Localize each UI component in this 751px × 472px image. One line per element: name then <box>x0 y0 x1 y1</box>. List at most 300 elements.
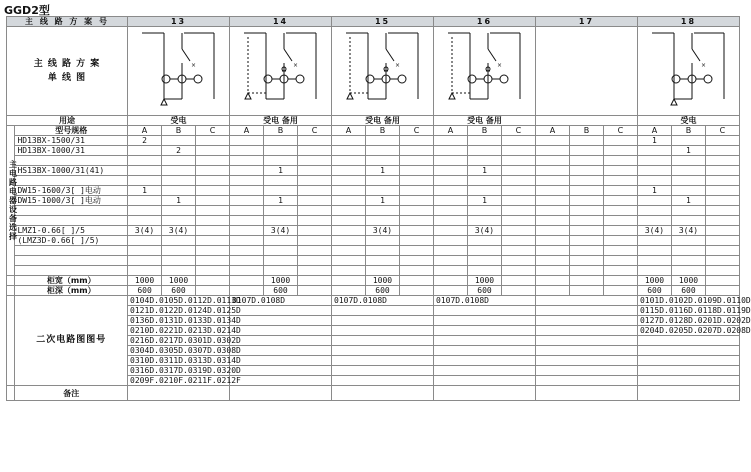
equipment-qty <box>603 206 637 216</box>
secondary-drawing-no: 0209F.0210F.0211F.0212F <box>128 376 230 386</box>
equipment-qty: 1 <box>671 146 705 156</box>
usage-value: 受电 备用 <box>230 116 332 126</box>
equipment-qty: 3(4) <box>671 226 705 236</box>
equipment-qty <box>603 136 637 146</box>
remarks-cell <box>230 386 332 401</box>
phase-header: B <box>264 126 298 136</box>
secondary-drawing-no <box>637 356 739 366</box>
equipment-qty <box>196 186 230 196</box>
scheme-table <box>6 16 751 401</box>
equipment-qty <box>128 246 162 256</box>
scheme-number: 14 <box>230 17 332 27</box>
equipment-qty: 1 <box>366 166 400 176</box>
equipment-qty <box>298 206 332 216</box>
secondary-drawing-no <box>434 326 536 336</box>
equipment-qty <box>264 206 298 216</box>
secondary-drawing-no: 0316D.0317D.0319D.0320D <box>128 366 230 376</box>
equipment-qty <box>332 206 366 216</box>
equipment-qty <box>162 176 196 186</box>
phase-header: B <box>162 126 196 136</box>
document-title: GGD2型 <box>4 4 50 17</box>
equipment-row <box>7 136 740 146</box>
equipment-qty <box>535 246 569 256</box>
diagram-row <box>7 27 740 116</box>
equipment-qty <box>434 166 468 176</box>
equipment-qty <box>467 256 501 266</box>
equipment-qty <box>705 206 739 216</box>
secondary-drawing-no: 0216D.0217D.0301D.0302D <box>128 336 230 346</box>
secondary-drawing-no <box>332 346 434 356</box>
equipment-qty <box>399 176 433 186</box>
equipment-qty <box>434 236 468 246</box>
equipment-qty <box>705 176 739 186</box>
secondary-drawing-no <box>230 376 332 386</box>
cabinet-depth-value: 600 <box>366 286 400 296</box>
equipment-label-char: 电 <box>9 169 17 178</box>
cabinet-width-value <box>230 276 264 286</box>
equipment-qty <box>128 176 162 186</box>
phase-header: B <box>569 126 603 136</box>
svg-text:×: × <box>497 62 503 69</box>
equipment-qty <box>671 216 705 226</box>
secondary-drawing-no: 0104D.0105D.0112D.0113D <box>128 296 230 306</box>
equipment-qty <box>230 146 264 156</box>
secondary-drawing-no <box>332 316 434 326</box>
equipment-qty <box>128 156 162 166</box>
equipment-qty <box>501 136 535 146</box>
secondary-drawing-no <box>332 326 434 336</box>
equipment-qty <box>671 246 705 256</box>
cabinet-depth-value <box>705 286 739 296</box>
equipment-qty <box>162 156 196 166</box>
equipment-qty <box>501 206 535 216</box>
empty-diagram <box>536 27 632 115</box>
equipment-qty <box>501 236 535 246</box>
secondary-drawing-no: 0310D.0311D.0313D.0314D <box>128 356 230 366</box>
equipment-qty <box>501 246 535 256</box>
equipment-qty <box>162 136 196 146</box>
equipment-qty <box>230 176 264 186</box>
equipment-qty <box>637 236 671 246</box>
equipment-qty <box>332 196 366 206</box>
equipment-qty <box>230 136 264 146</box>
equipment-qty <box>705 186 739 196</box>
equipment-qty <box>637 266 671 276</box>
phase-header: B <box>366 126 400 136</box>
diagram-label-line1: 主 线 路 方 案 <box>33 59 101 69</box>
equipment-qty <box>332 136 366 146</box>
equipment-qty <box>434 146 468 156</box>
secondary-drawing-no: 0127D.0128D.0201D.0202D <box>637 316 739 326</box>
equipment-qty <box>196 256 230 266</box>
phase-header: A <box>332 126 366 136</box>
equipment-qty <box>603 226 637 236</box>
secondary-drawing-no <box>230 326 332 336</box>
equipment-qty <box>535 256 569 266</box>
equipment-model: DW15-1000/3[ ]电动 <box>15 196 128 206</box>
equipment-qty <box>671 186 705 196</box>
equipment-model <box>15 206 128 216</box>
equipment-qty <box>603 246 637 256</box>
equipment-qty <box>298 166 332 176</box>
equipment-qty <box>264 156 298 166</box>
equipment-qty <box>467 186 501 196</box>
secondary-label: 二次电路图图号 <box>15 296 128 386</box>
equipment-qty <box>298 186 332 196</box>
equipment-model: LMZ1-0.66[ ]/5 <box>15 226 128 236</box>
phase-row <box>7 126 740 136</box>
equipment-qty <box>705 236 739 246</box>
equipment-model <box>15 266 128 276</box>
equipment-qty <box>196 156 230 166</box>
equipment-qty <box>569 176 603 186</box>
secondary-drawing-no <box>230 336 332 346</box>
usage-row <box>7 116 740 126</box>
equipment-qty <box>366 186 400 196</box>
equipment-qty <box>637 166 671 176</box>
cabinet-depth-value: 600 <box>467 286 501 296</box>
secondary-drawing-no <box>434 356 536 366</box>
secondary-drawing-no: 0107D.0108D <box>434 296 536 306</box>
equipment-qty <box>298 156 332 166</box>
equipment-qty <box>366 206 400 216</box>
secondary-drawing-no <box>637 336 739 346</box>
equipment-qty: 3(4) <box>467 226 501 236</box>
equipment-qty <box>162 266 196 276</box>
svg-text:×: × <box>191 62 197 69</box>
equipment-qty <box>366 246 400 256</box>
equipment-qty <box>569 156 603 166</box>
cabinet-depth-value <box>399 286 433 296</box>
equipment-qty <box>264 266 298 276</box>
equipment-qty: 3(4) <box>162 226 196 236</box>
equipment-qty <box>671 236 705 246</box>
equipment-qty <box>501 186 535 196</box>
secondary-drawing-no <box>535 366 637 376</box>
equipment-qty <box>264 216 298 226</box>
equipment-qty <box>332 186 366 196</box>
scheme-diagram-18 <box>637 27 739 116</box>
equipment-qty <box>128 266 162 276</box>
equipment-row <box>7 186 740 196</box>
equipment-qty <box>298 226 332 236</box>
equipment-model <box>15 156 128 166</box>
equipment-qty <box>705 246 739 256</box>
cabinet-depth-value <box>298 286 332 296</box>
cabinet-width-value <box>434 276 468 286</box>
equipment-qty <box>162 166 196 176</box>
equipment-qty <box>434 196 468 206</box>
secondary-drawing-no <box>332 356 434 366</box>
secondary-drawing-no <box>535 316 637 326</box>
cabinet-width-value <box>501 276 535 286</box>
equipment-qty <box>399 146 433 156</box>
cabinet-depth-value <box>535 286 569 296</box>
equipment-qty <box>399 256 433 266</box>
equipment-qty <box>637 246 671 256</box>
equipment-qty <box>637 216 671 226</box>
equipment-qty <box>434 266 468 276</box>
equipment-qty <box>637 156 671 166</box>
equipment-qty <box>705 166 739 176</box>
equipment-qty <box>467 156 501 166</box>
phase-header: C <box>196 126 230 136</box>
header-row <box>7 17 740 27</box>
equipment-qty <box>366 146 400 156</box>
equipment-label-char: 电 <box>9 187 17 196</box>
remarks-cell <box>535 386 637 401</box>
equipment-qty: 1 <box>162 196 196 206</box>
equipment-qty <box>366 236 400 246</box>
remarks-cell <box>637 386 739 401</box>
scheme-diagram-17 <box>535 27 637 116</box>
phase-header: B <box>467 126 501 136</box>
equipment-qty <box>603 196 637 206</box>
equipment-qty <box>366 216 400 226</box>
equipment-qty <box>603 216 637 226</box>
equipment-qty <box>264 256 298 266</box>
equipment-qty: 3(4) <box>264 226 298 236</box>
cabinet-depth-value: 600 <box>671 286 705 296</box>
equipment-model: DW15-1600/3[ ]电动 <box>15 186 128 196</box>
secondary-drawing-no <box>535 296 637 306</box>
remarks-cell <box>332 386 434 401</box>
equipment-qty <box>332 266 366 276</box>
equipment-qty <box>671 156 705 166</box>
secondary-row <box>7 296 740 306</box>
equipment-model: (LMZ3D-0.66[ ]/5) <box>15 236 128 246</box>
equipment-qty <box>399 196 433 206</box>
equipment-qty: 2 <box>128 136 162 146</box>
equipment-qty <box>230 236 264 246</box>
equipment-qty <box>705 146 739 156</box>
secondary-drawing-no: 0136D.0131D.0133D.0134D <box>128 316 230 326</box>
equipment-qty <box>569 196 603 206</box>
equipment-qty <box>230 256 264 266</box>
equipment-qty <box>162 186 196 196</box>
equipment-qty <box>569 266 603 276</box>
equipment-qty <box>162 246 196 256</box>
equipment-qty <box>264 236 298 246</box>
secondary-drawing-no: 0121D.0122D.0124D.0125D <box>128 306 230 316</box>
secondary-drawing-no <box>332 336 434 346</box>
phase-header: C <box>603 126 637 136</box>
equipment-qty <box>196 266 230 276</box>
equipment-qty <box>569 216 603 226</box>
equipment-qty <box>569 166 603 176</box>
equipment-qty <box>196 176 230 186</box>
cabinet-depth-value <box>569 286 603 296</box>
equipment-row <box>7 216 740 226</box>
secondary-drawing-no <box>535 356 637 366</box>
cabinet-width-label: 柜宽（mm） <box>15 276 128 286</box>
secondary-drawing-no: 0210D.0221D.0213D.0214D <box>128 326 230 336</box>
usage-value <box>535 116 637 126</box>
equipment-qty <box>467 216 501 226</box>
cabinet-width-value <box>705 276 739 286</box>
equipment-qty <box>705 266 739 276</box>
phase-header: B <box>671 126 705 136</box>
equipment-qty <box>569 256 603 266</box>
usage-value: 受电 备用 <box>434 116 536 126</box>
phase-header: A <box>230 126 264 136</box>
equipment-qty <box>298 196 332 206</box>
secondary-drawing-no: 0107D.0108D <box>230 296 332 306</box>
phase-header: A <box>434 126 468 136</box>
cabinet-depth-value <box>434 286 468 296</box>
equipment-qty <box>162 216 196 226</box>
equipment-qty <box>671 266 705 276</box>
secondary-drawing-no <box>230 346 332 356</box>
equipment-qty <box>467 236 501 246</box>
equipment-selection-label <box>7 126 15 276</box>
secondary-drawing-no <box>535 306 637 316</box>
equipment-qty <box>501 266 535 276</box>
equipment-qty <box>603 186 637 196</box>
equipment-row <box>7 256 740 266</box>
equipment-qty <box>501 226 535 236</box>
secondary-drawing-no <box>332 366 434 376</box>
equipment-qty: 1 <box>264 196 298 206</box>
equipment-qty <box>298 246 332 256</box>
scheme-number: 13 <box>128 17 230 27</box>
equipment-qty <box>128 256 162 266</box>
cabinet-depth-value: 600 <box>637 286 671 296</box>
cabinet-width-value <box>332 276 366 286</box>
equipment-qty <box>298 256 332 266</box>
equipment-qty <box>399 236 433 246</box>
phase-header: C <box>399 126 433 136</box>
equipment-qty <box>501 156 535 166</box>
single-line-diagram <box>230 27 326 115</box>
secondary-drawing-no <box>535 336 637 346</box>
equipment-qty: 2 <box>162 146 196 156</box>
equipment-qty <box>671 166 705 176</box>
equipment-qty <box>399 186 433 196</box>
usage-value: 受电 <box>128 116 230 126</box>
equipment-qty <box>298 146 332 156</box>
equipment-qty <box>332 226 366 236</box>
cabinet-width-value <box>603 276 637 286</box>
equipment-qty <box>230 156 264 166</box>
secondary-drawing-no <box>332 376 434 386</box>
equipment-qty <box>501 176 535 186</box>
equipment-qty <box>399 136 433 146</box>
cabinet-depth-value <box>230 286 264 296</box>
equipment-row <box>7 206 740 216</box>
cabinet-width-value <box>298 276 332 286</box>
equipment-qty <box>467 176 501 186</box>
secondary-drawing-no <box>434 366 536 376</box>
secondary-drawing-no <box>434 306 536 316</box>
equipment-qty <box>637 206 671 216</box>
equipment-qty <box>603 166 637 176</box>
equipment-qty: 3(4) <box>366 226 400 236</box>
equipment-qty <box>230 226 264 236</box>
cabinet-width-value <box>569 276 603 286</box>
equipment-qty <box>467 146 501 156</box>
equipment-qty <box>196 216 230 226</box>
scheme-number-label: 主 线 路 方 案 号 <box>7 17 128 27</box>
equipment-row <box>7 236 740 246</box>
cabinet-depth-value: 600 <box>128 286 162 296</box>
secondary-drawing-no: 0107D.0108D <box>332 296 434 306</box>
remarks-cell <box>434 386 536 401</box>
equipment-qty <box>569 146 603 156</box>
equipment-qty <box>332 216 366 226</box>
svg-text:×: × <box>395 62 401 69</box>
equipment-qty <box>162 236 196 246</box>
equipment-model: HS13BX-1000/31(41) <box>15 166 128 176</box>
equipment-qty <box>501 216 535 226</box>
equipment-label-char: 器 <box>9 196 17 205</box>
equipment-qty <box>399 156 433 166</box>
equipment-row <box>7 226 740 236</box>
scheme-number: 16 <box>434 17 536 27</box>
equipment-qty <box>705 156 739 166</box>
cabinet-width-value: 1000 <box>162 276 196 286</box>
equipment-qty <box>467 206 501 216</box>
equipment-qty: 1 <box>467 166 501 176</box>
equipment-qty <box>230 196 264 206</box>
cabinet-width-value <box>196 276 230 286</box>
equipment-qty: 1 <box>264 166 298 176</box>
equipment-row <box>7 146 740 156</box>
phase-header: A <box>535 126 569 136</box>
secondary-drawing-no <box>434 346 536 356</box>
equipment-qty <box>501 146 535 156</box>
equipment-qty <box>298 176 332 186</box>
secondary-drawing-no <box>230 356 332 366</box>
equipment-qty <box>501 196 535 206</box>
equipment-qty: 1 <box>366 196 400 206</box>
equipment-row <box>7 156 740 166</box>
equipment-qty <box>434 206 468 216</box>
equipment-qty <box>128 196 162 206</box>
equipment-qty <box>569 226 603 236</box>
equipment-qty <box>162 206 196 216</box>
cabinet-depth-value <box>501 286 535 296</box>
equipment-qty <box>569 136 603 146</box>
equipment-qty <box>705 136 739 146</box>
scheme-number: 15 <box>332 17 434 27</box>
equipment-qty <box>637 146 671 156</box>
cabinet-depth-label: 柜深（mm） <box>15 286 128 296</box>
phase-header: C <box>298 126 332 136</box>
equipment-qty <box>298 136 332 146</box>
equipment-qty: 1 <box>671 196 705 206</box>
equipment-qty <box>366 136 400 146</box>
cabinet-depth-value <box>196 286 230 296</box>
equipment-qty <box>264 136 298 146</box>
secondary-drawing-no: 0204D.0205D.0207D.0208D <box>637 326 739 336</box>
equipment-qty <box>196 136 230 146</box>
equipment-qty <box>196 236 230 246</box>
secondary-drawing-no <box>434 376 536 386</box>
model-label: 型号规格 <box>15 126 128 136</box>
svg-text:×: × <box>293 62 299 69</box>
remarks-cell <box>128 386 230 401</box>
equipment-qty <box>298 266 332 276</box>
equipment-qty <box>399 216 433 226</box>
equipment-qty <box>705 256 739 266</box>
equipment-qty <box>332 236 366 246</box>
equipment-qty <box>366 156 400 166</box>
equipment-model: HD13BX-1000/31 <box>15 146 128 156</box>
usage-value: 受电 备用 <box>332 116 434 126</box>
equipment-qty <box>671 136 705 146</box>
equipment-label-char: 设 <box>9 205 17 214</box>
